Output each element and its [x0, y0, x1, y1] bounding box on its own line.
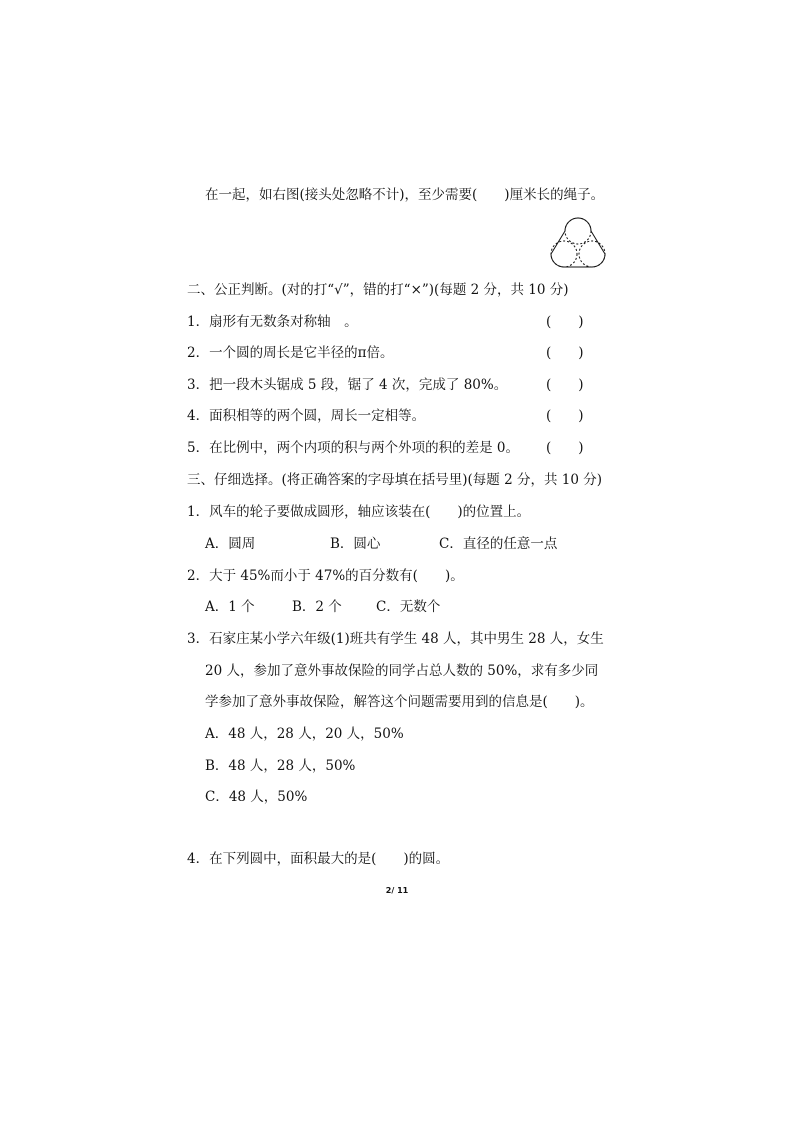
choice-question-4: 4．在下列圆中，面积最大的是( )的圆。: [187, 851, 450, 867]
q1-option-a[interactable]: A．圆周: [205, 536, 256, 552]
intro-line: 在一起，如右图(接头处忽略不计)，至少需要( )厘米长的绳子。: [205, 187, 605, 203]
answer-blank-5[interactable]: ( ): [546, 440, 584, 456]
answer-blank-4[interactable]: ( ): [546, 408, 584, 424]
answer-blank-2[interactable]: ( ): [546, 345, 584, 361]
judge-item-4: 4．面积相等的两个圆，周长一定相等。: [187, 408, 426, 424]
q1-option-b[interactable]: B．圆心: [330, 536, 381, 552]
answer-blank-1[interactable]: ( ): [546, 314, 584, 330]
page-number: 2/ 11: [385, 886, 409, 895]
choice-question-3-line-2: 20 人，参加了意外事故保险的同学占总人数的 50%，求有多少同: [205, 663, 599, 679]
three-circles-rope-figure: [546, 212, 610, 272]
q3-option-c[interactable]: C．48 人，50%: [205, 789, 308, 805]
q3-option-b[interactable]: B．48 人，28 人，50%: [205, 758, 356, 774]
judge-item-5: 5．在比例中，两个内项的积与两个外项的积的差是 0。: [187, 440, 519, 456]
section2-heading: 二、公正判断。(对的打“√”，错的打“×”)(每题 2 分，共 10 分): [187, 282, 569, 298]
q3-option-a[interactable]: A．48 人，28 人，20 人，50%: [205, 726, 404, 742]
choice-question-2: 2．大于 45%而小于 47%的百分数有( )。: [187, 568, 464, 584]
judge-item-3: 3．把一段木头锯成 5 段，锯了 4 次，完成了 80%。: [187, 377, 508, 393]
choice-question-1: 1．风车的轮子要做成圆形，轴应该装在( )的位置上。: [187, 504, 531, 520]
q1-option-c[interactable]: C．直径的任意一点: [439, 536, 558, 552]
judge-item-1: 1．扇形有无数条对称轴 。: [187, 314, 358, 330]
judge-item-2: 2．一个圆的周长是它半径的π倍。: [187, 345, 394, 361]
section3-heading: 三、仔细选择。(将正确答案的字母填在括号里)(每题 2 分，共 10 分): [187, 472, 602, 488]
q2-option-b[interactable]: B．2 个: [292, 599, 342, 615]
q2-option-a[interactable]: A．1 个: [205, 599, 255, 615]
answer-blank-3[interactable]: ( ): [546, 377, 584, 393]
q2-option-c[interactable]: C．无数个: [376, 599, 441, 615]
choice-question-3-line-3: 学参加了意外事故保险，解答这个问题需要用到的信息是( )。: [205, 694, 594, 710]
choice-question-3-line-1: 3．石家庄某小学六年级(1)班共有学生 48 人，其中男生 28 人，女生: [187, 631, 604, 647]
